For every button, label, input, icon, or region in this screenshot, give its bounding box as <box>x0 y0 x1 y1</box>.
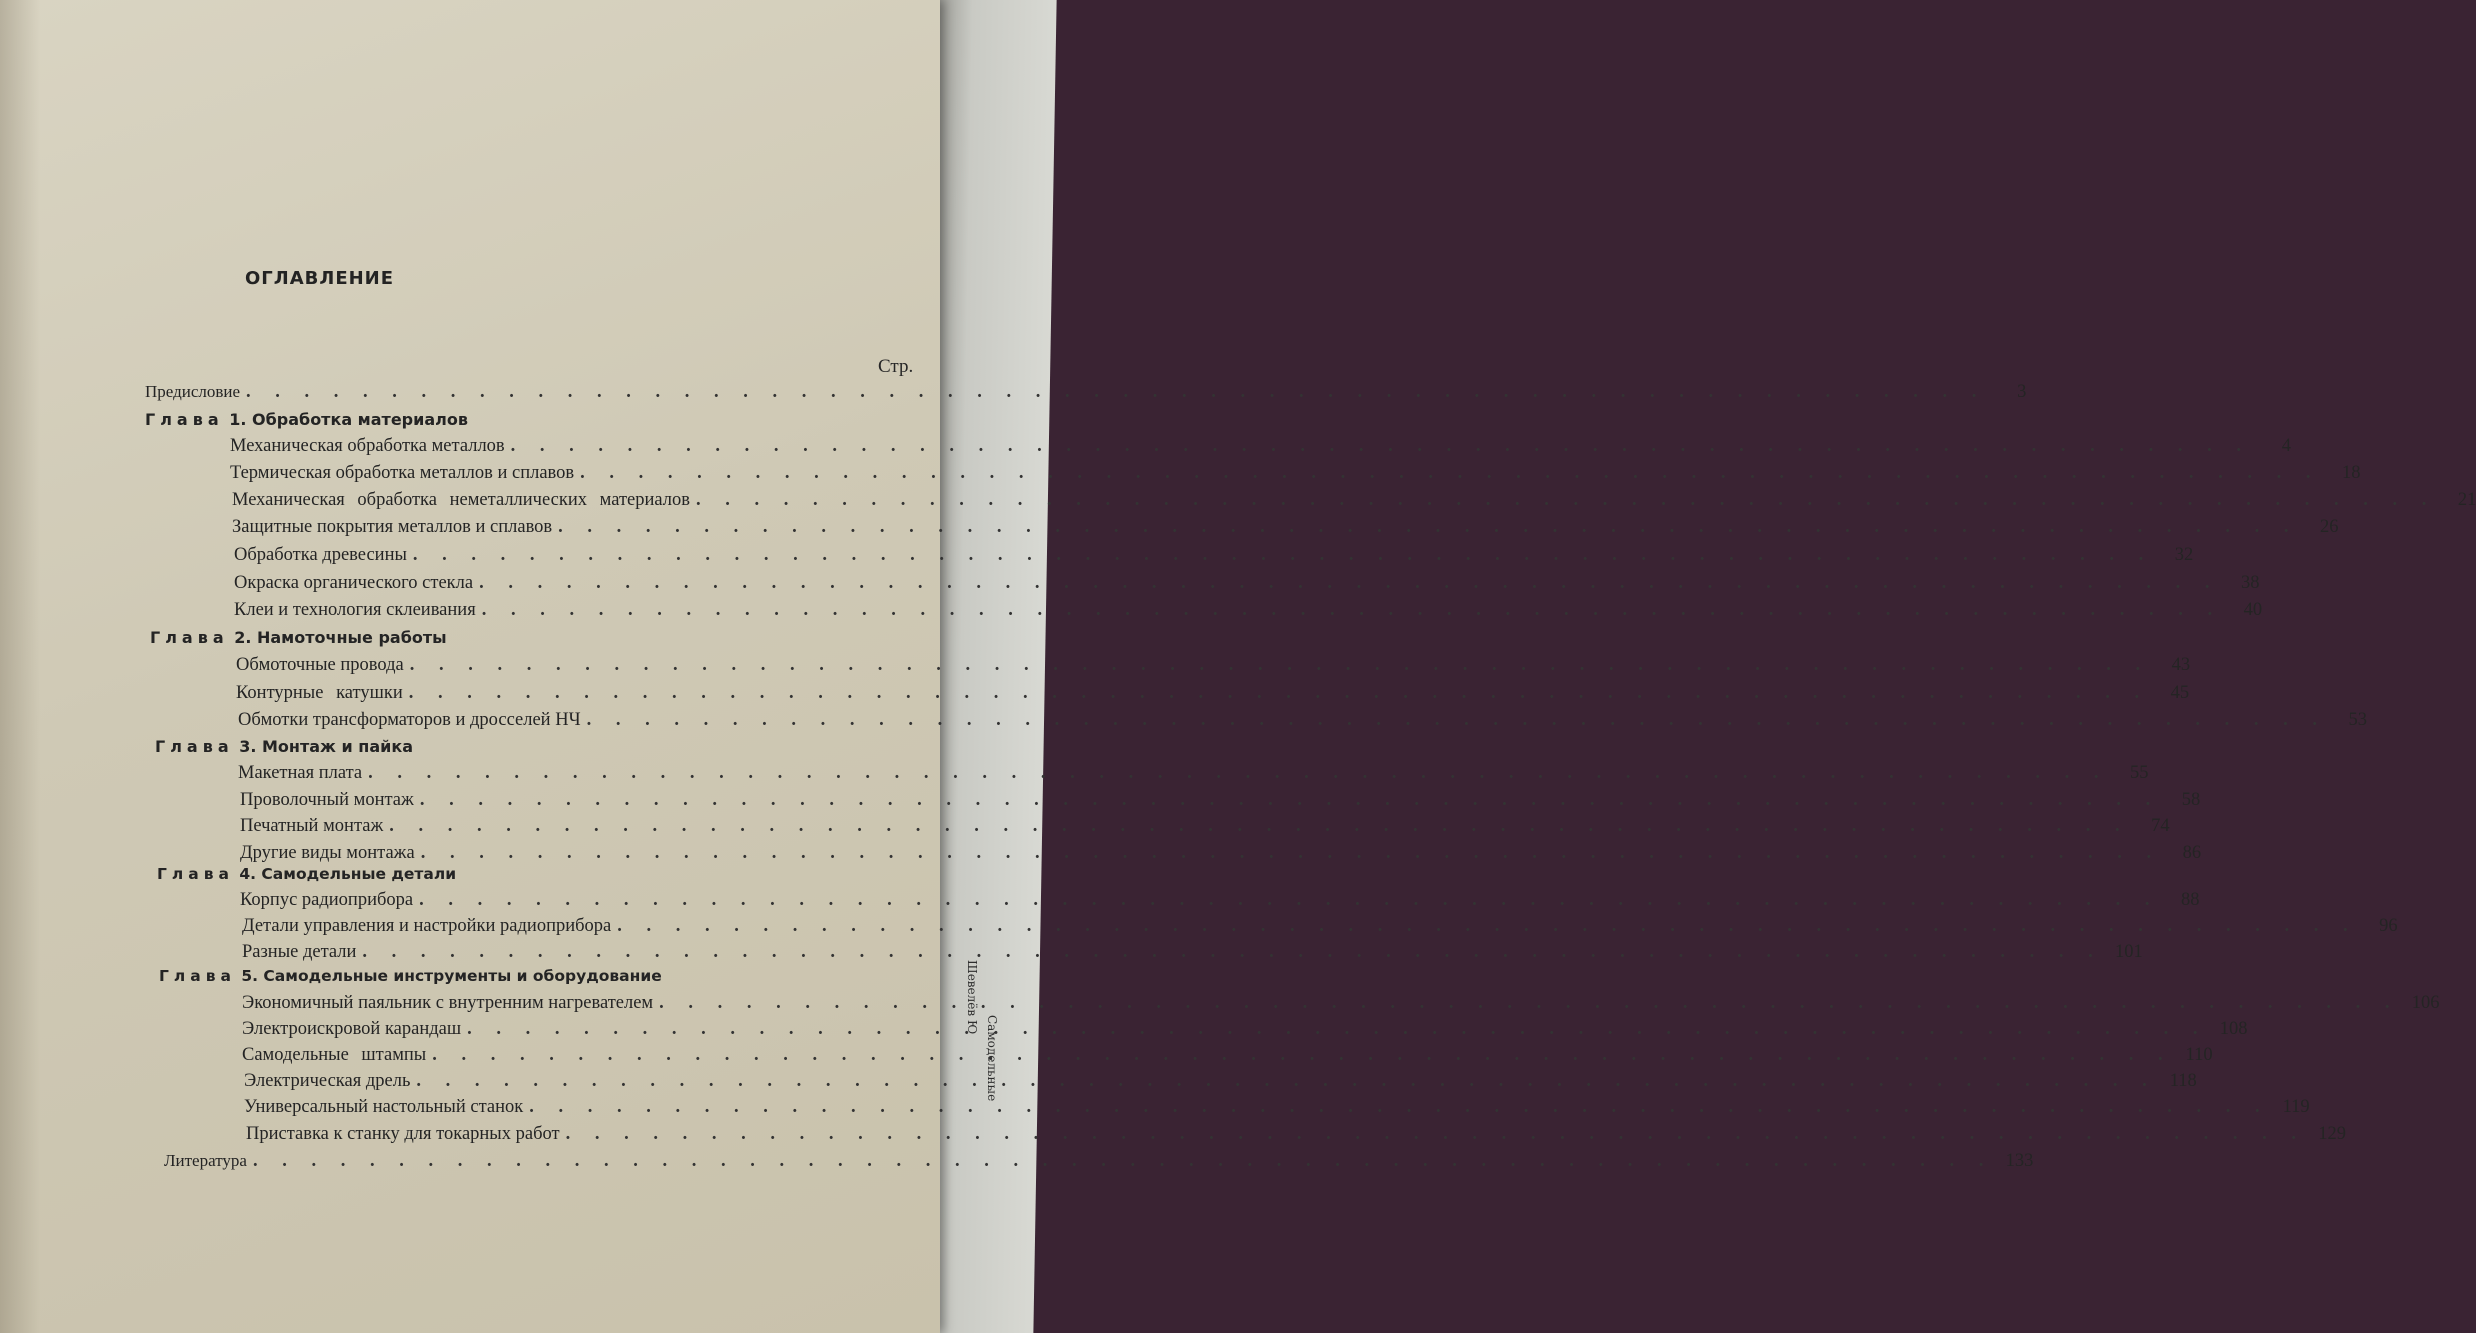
toc-entry-row <box>240 790 2201 811</box>
page-heading: ОГЛАВЛЕНИЕ <box>245 268 395 289</box>
section-title: Электроискровой карандаш <box>242 1019 462 1039</box>
chapter-title: 5. Самодельные инструменты и оборудование <box>235 967 662 985</box>
page-number: 32 <box>2174 545 2194 565</box>
section-title: Обработка древесины <box>234 545 407 565</box>
toc-entry-row <box>242 916 2398 937</box>
section-title: Разные детали <box>242 942 357 962</box>
section-title: Контурные катушки <box>236 683 403 703</box>
toc-entry-row <box>238 710 2367 731</box>
page-number: 3 <box>2017 382 2027 402</box>
page-number: 110 <box>2185 1045 2213 1065</box>
section-title: Универсальный настольный станок <box>244 1097 524 1117</box>
section-title: Проволочный монтаж <box>240 790 414 810</box>
dot-leader: . . . . . . . . . . . . . . . . . . . . . . . . . . . . . . . . . . . . . . . . . . . . . . . . . . . . . . . . . . . . <box>419 790 2161 810</box>
dot-leader: . . . . . . . . . . . . . . . . . . . . . . . . . . . . . . . . . . . . . . . . . . . . . . . . . . . . . . . . . . . . <box>409 655 2151 675</box>
page-number: 108 <box>2219 1019 2248 1039</box>
dot-leader: . . . . . . . . . . . . . . . . . . . . . . . . . . . . . . . . . . . . . . . . . . . . . . . . . . . . . . . . . . . . <box>252 1151 1994 1171</box>
toc-entry-row <box>234 545 2194 566</box>
dot-leader: . . . . . . . . . . . . . . . . . . . . . . . . . . . . . . . . . . . . . . . . . . . . . . . . . . . . . . . . . . . . <box>510 436 2252 456</box>
chapter-heading <box>157 865 456 883</box>
section-title: Самодельные штампы <box>242 1045 427 1065</box>
page-column-label: Стр. <box>878 356 914 377</box>
chapter-word: Глава <box>150 628 229 647</box>
toc-chapter-row <box>155 737 940 756</box>
toc-entry-row <box>234 600 2263 621</box>
chapter-word: Глава <box>155 737 234 756</box>
toc-entry-row <box>232 517 2339 538</box>
toc-entry-row <box>145 382 2027 403</box>
dot-leader: . . . . . . . . . . . . . . . . . . . . . . . . . . . . . . . . . . . . . . . . . . . . . . . . . . . . . . . . . . . . <box>565 1124 2306 1144</box>
toc-entry-row <box>238 763 2149 784</box>
chapter-heading <box>159 967 662 985</box>
chapter-title: 1. Обработка материалов <box>223 410 468 429</box>
section-title: Экономичный паяльник с внутренним нагревателем <box>242 993 654 1013</box>
dot-leader: . . . . . . . . . . . . . . . . . . . . . . . . . . . . . . . . . . . . . . . . . . . . . . . . . . . . . . . . . . . . <box>695 490 2437 510</box>
dot-leader: . . . . . . . . . . . . . . . . . . . . . . . . . . . . . . . . . . . . . . . . . . . . . . . . . . . . . . . . . . . . <box>419 890 2160 910</box>
chapter-word: Глава <box>157 865 234 883</box>
toc-entry-row <box>242 942 2143 963</box>
toc-entry-row <box>242 993 2440 1014</box>
toc-entry-row <box>236 683 2190 704</box>
page-number: 21 <box>2457 490 2476 510</box>
toc-entry-row <box>230 463 2361 484</box>
section-title: Механическая обработка неметаллических материалов <box>232 490 690 510</box>
page-number: 58 <box>2181 790 2201 810</box>
toc-chapter-row <box>159 967 930 985</box>
page-number: 4 <box>2281 436 2292 456</box>
section-title: Окраска органического стекла <box>234 573 474 593</box>
toc-entry-row <box>244 1071 2197 1092</box>
section-title: Клеи и технология склеивания <box>234 600 476 620</box>
page-number: 119 <box>2282 1097 2310 1117</box>
chapter-heading <box>150 628 447 647</box>
chapter-heading <box>155 737 413 756</box>
dot-leader: . . . . . . . . . . . . . . . . . . . . . . . . . . . . . . . . . . . . . . . . . . . . . . . . . . . . . . . . . . . . <box>529 1097 2270 1117</box>
dot-leader: . . . . . . . . . . . . . . . . . . . . . . . . . . . . . . . . . . . . . . . . . . . . . . . . . . . . . . . . . . . . <box>362 942 2103 962</box>
dot-leader: . . . . . . . . . . . . . . . . . . . . . . . . . . . . . . . . . . . . . . . . . . . . . . . . . . . . . . . . . . . . <box>558 517 2299 537</box>
toc-chapter-row <box>150 628 944 647</box>
page-number: 40 <box>2243 600 2263 620</box>
dot-leader: . . . . . . . . . . . . . . . . . . . . . . . . . . . . . . . . . . . . . . . . . . . . . . . . . . . . . . . . . . . . <box>432 1045 2173 1065</box>
chapter-title: 3. Монтаж и пайка <box>233 737 414 756</box>
section-title: Механическая обработка металлов <box>230 436 505 456</box>
page-number: 45 <box>2170 683 2190 703</box>
page-number: 18 <box>2342 463 2361 483</box>
dot-leader: . . . . . . . . . . . . . . . . . . . . . . . . . . . . . . . . . . . . . . . . . . . . . . . . . . . . . . . . . . . . <box>659 993 2400 1013</box>
dot-leader: . . . . . . . . . . . . . . . . . . . . . . . . . . . . . . . . . . . . . . . . . . . . . . . . . . . . . . . . . . . . <box>481 600 2223 620</box>
dot-leader: . . . . . . . . . . . . . . . . . . . . . . . . . . . . . . . . . . . . . . . . . . . . . . . . . . . . . . . . . . . . <box>408 683 2150 703</box>
toc-entry-row <box>246 1124 2346 1145</box>
chapter-heading <box>145 410 468 429</box>
dot-leader: . . . . . . . . . . . . . . . . . . . . . . . . . . . . . . . . . . . . . . . . . . . . . . . . . . . . . . . . . . . . <box>586 710 2327 730</box>
toc-chapter-row <box>145 410 950 429</box>
foot-title: Литература <box>164 1151 247 1170</box>
dot-leader: . . . . . . . . . . . . . . . . . . . . . . . . . . . . . . . . . . . . . . . . . . . . . . . . . . . . . . . . . . . . <box>580 463 2321 483</box>
dot-leader: . . . . . . . . . . . . . . . . . . . . . . . . . . . . . . . . . . . . . . . . . . . . . . . . . . . . . . . . . . . . <box>420 843 2162 863</box>
toc-entry-row <box>240 890 2200 911</box>
chapter-word: Глава <box>145 410 224 429</box>
chapter-title: 2. Намоточные работы <box>228 628 447 647</box>
section-title: Корпус радиоприбора <box>240 890 414 910</box>
page-number: 38 <box>2240 573 2260 593</box>
section-title: Защитные покрытия металлов и сплавов <box>232 517 553 537</box>
toc-entry-row <box>240 816 2170 837</box>
dot-leader: . . . . . . . . . . . . . . . . . . . . . . . . . . . . . . . . . . . . . . . . . . . . . . . . . . . . . . . . . . . . <box>617 916 2358 936</box>
page-number: 74 <box>2151 816 2170 836</box>
dot-leader: . . . . . . . . . . . . . . . . . . . . . . . . . . . . . . . . . . . . . . . . . . . . . . . . . . . . . . . . . . . . <box>479 573 2220 593</box>
spine-text: Самодельные <box>985 1015 999 1102</box>
dot-leader: . . . . . . . . . . . . . . . . . . . . . . . . . . . . . . . . . . . . . . . . . . . . . . . . . . . . . . . . . . . . <box>416 1071 2157 1091</box>
toc-chapter-row <box>157 865 934 883</box>
section-title: Приставка к станку для токарных работ <box>246 1124 560 1144</box>
toc-entry-row <box>232 490 2476 511</box>
page-number: 129 <box>2318 1124 2346 1144</box>
dot-leader: . . . . . . . . . . . . . . . . . . . . . . . . . . . . . . . . . . . . . . . . . . . . . . . . . . . . . . . . . . . . <box>467 1019 2208 1039</box>
page-number: 106 <box>2411 993 2440 1013</box>
toc-entry-row <box>240 843 2202 864</box>
section-title: Электрическая дрель <box>244 1071 411 1091</box>
spine-text: Шевелёв Ю <box>965 960 979 1035</box>
toc-entry-row <box>242 1019 2248 1040</box>
front-title: Предисловие <box>145 382 241 401</box>
chapter-word: Глава <box>159 967 236 985</box>
toc-entry-row <box>242 1045 2213 1066</box>
dot-leader: . . . . . . . . . . . . . . . . . . . . . . . . . . . . . . . . . . . . . . . . . . . . . . . . . . . . . . . . . . . . <box>368 763 2109 783</box>
page-number: 101 <box>2115 942 2143 962</box>
dot-leader: . . . . . . . . . . . . . . . . . . . . . . . . . . . . . . . . . . . . . . . . . . . . . . . . . . . . . . . . . . . . <box>389 816 2130 836</box>
toc-entry-row <box>164 1151 2034 1172</box>
page-number: 96 <box>2379 916 2398 936</box>
section-title: Обмоточные провода <box>236 655 404 675</box>
dot-leader: . . . . . . . . . . . . . . . . . . . . . . . . . . . . . . . . . . . . . . . . . . . . . . . . . . . . . . . . . . . . <box>412 545 2154 565</box>
dot-leader: . . . . . . . . . . . . . . . . . . . . . . . . . . . . . . . . . . . . . . . . . . . . . . . . . . . . . . . . . . . . <box>246 382 1987 402</box>
toc-entry-row <box>230 436 2292 457</box>
page-number: 55 <box>2130 763 2149 783</box>
toc-entry-row <box>234 573 2260 594</box>
section-title: Другие виды монтажа <box>240 843 415 863</box>
chapter-title: 4. Самодельные детали <box>233 865 457 883</box>
page-number: 26 <box>2320 517 2339 537</box>
page-number: 86 <box>2182 843 2202 863</box>
page-number: 133 <box>2005 1151 2034 1171</box>
toc-entry-row <box>244 1097 2310 1118</box>
section-title: Термическая обработка металлов и сплавов <box>230 463 575 483</box>
page-number: 43 <box>2171 655 2191 675</box>
section-title: Детали управления и настройки радиоприбора <box>242 916 612 936</box>
page-number: 118 <box>2169 1071 2197 1091</box>
page-number: 53 <box>2348 710 2367 730</box>
page-number: 88 <box>2180 890 2200 910</box>
section-title: Обмотки трансформаторов и дросселей НЧ <box>238 710 581 730</box>
toc-entry-row <box>236 655 2191 676</box>
section-title: Макетная плата <box>238 763 363 783</box>
section-title: Печатный монтаж <box>240 816 384 836</box>
